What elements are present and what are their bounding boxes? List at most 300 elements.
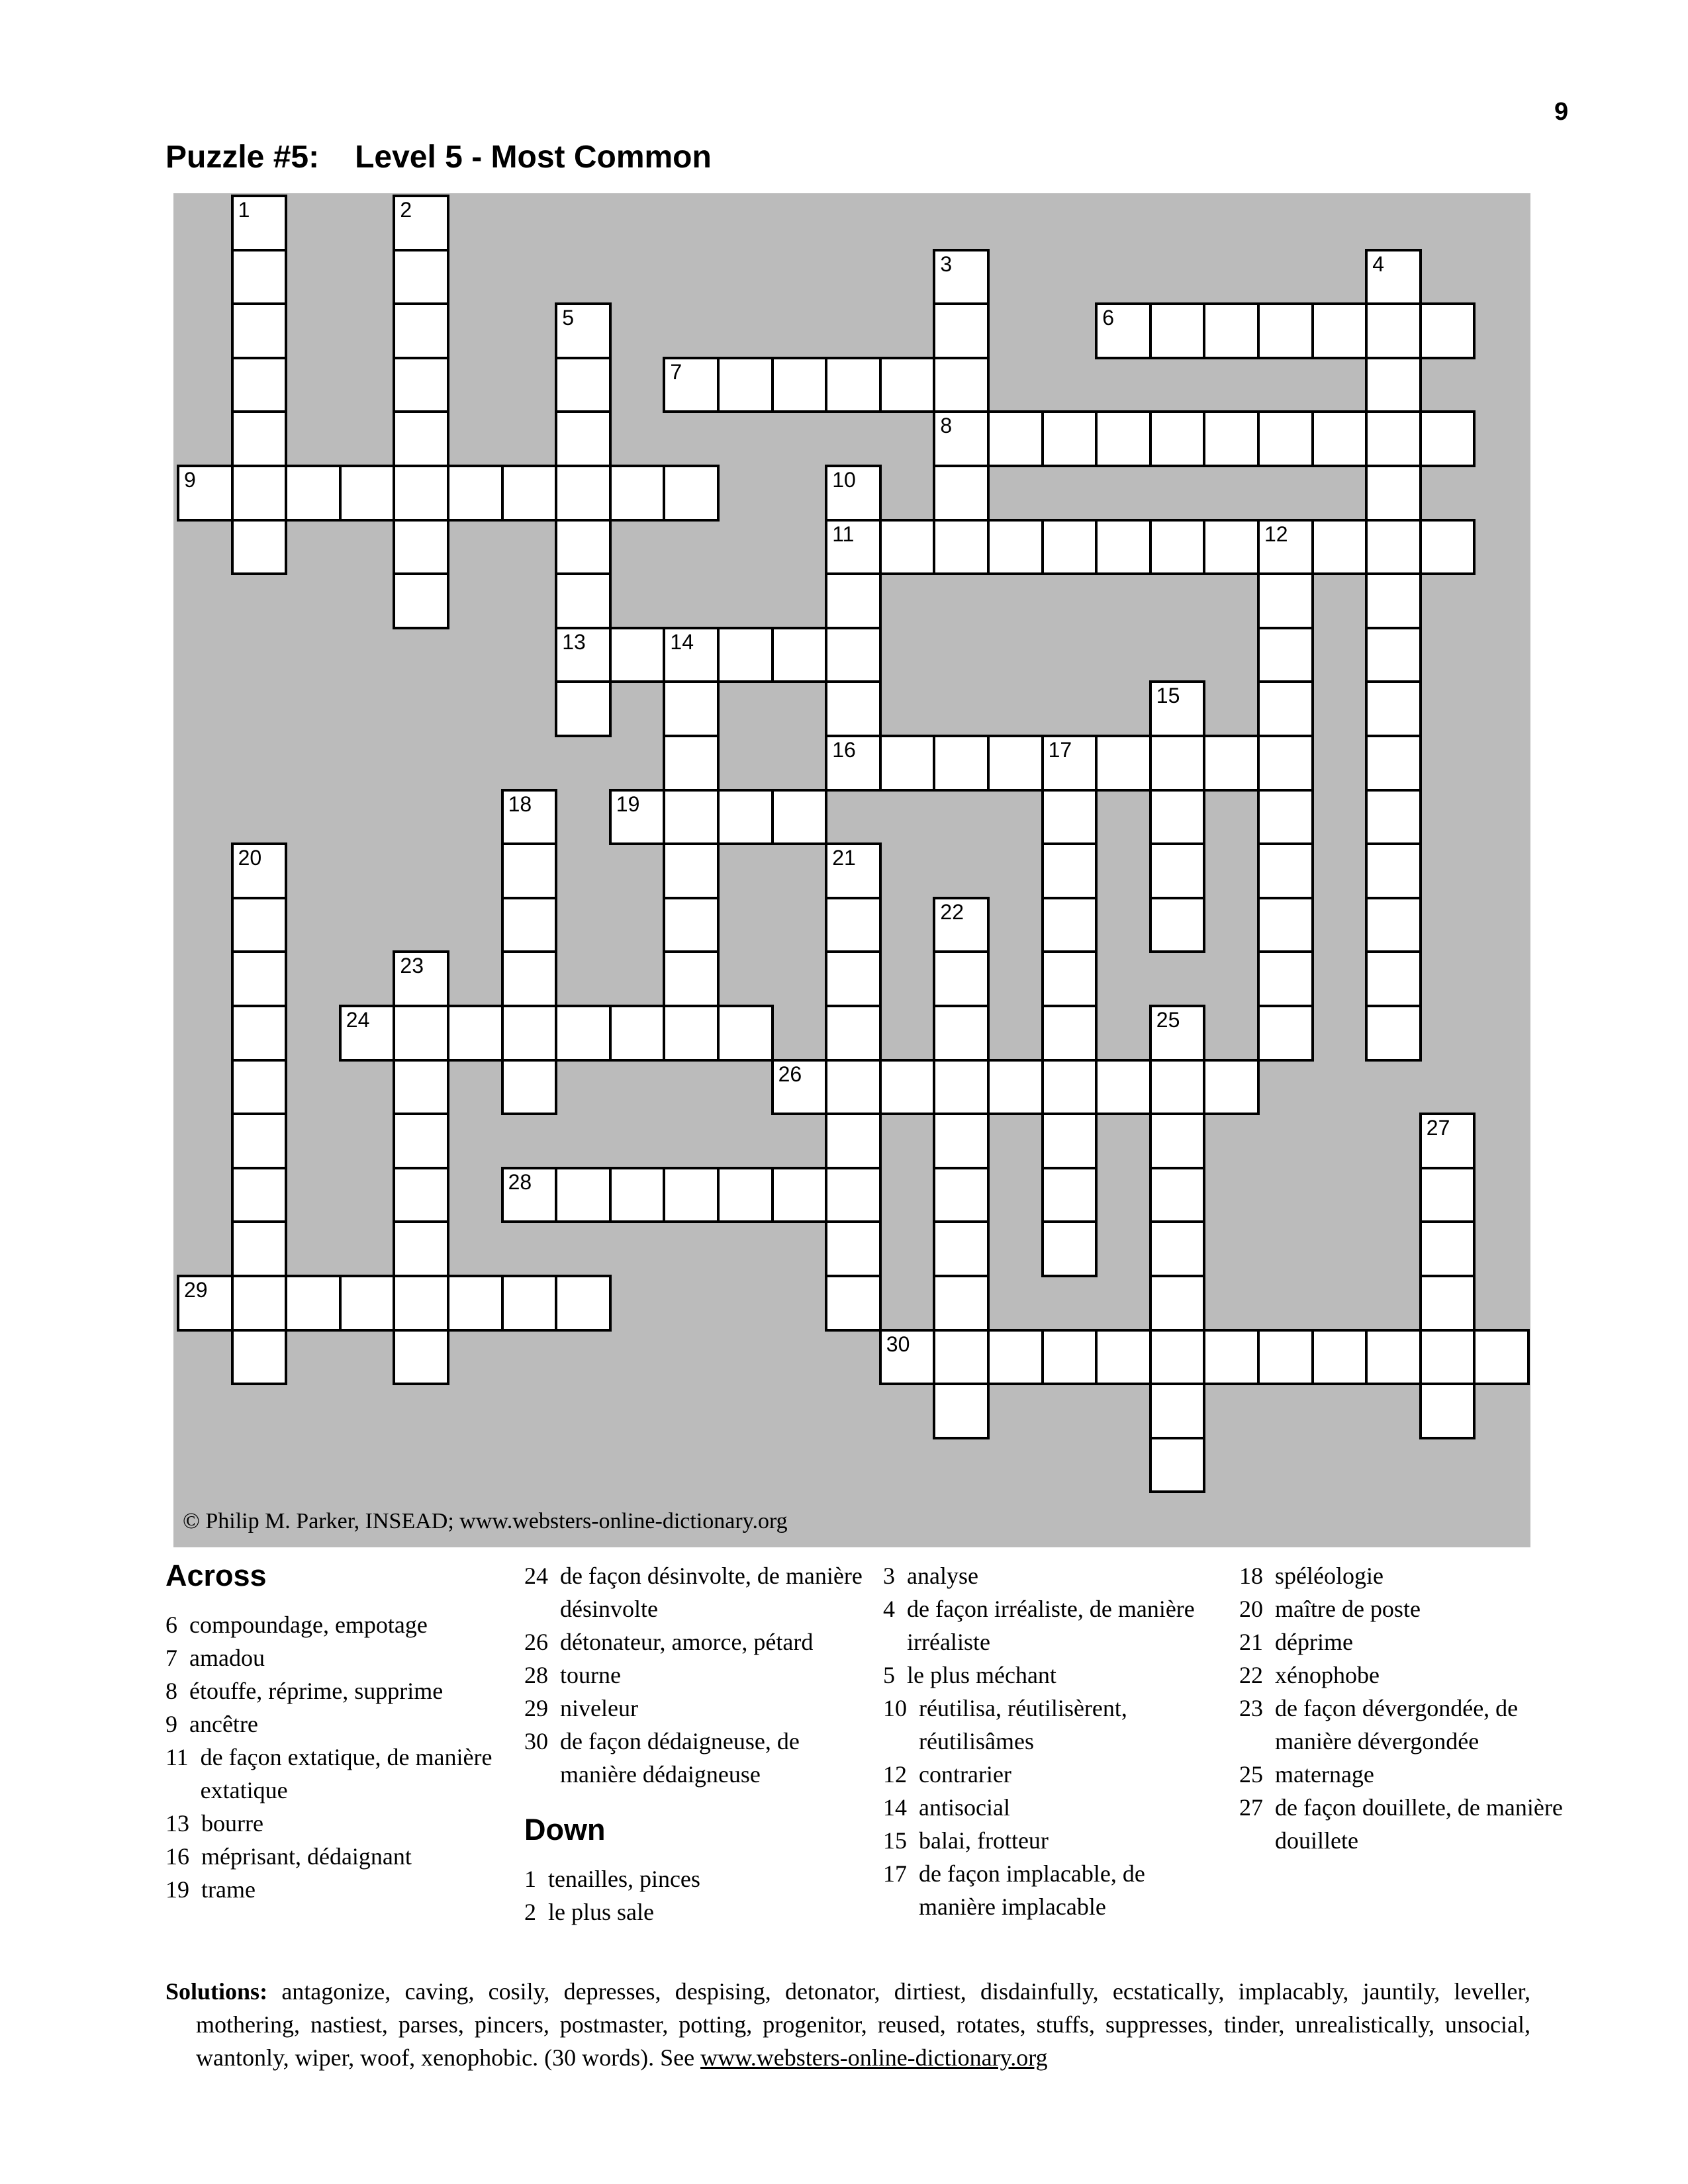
grid-cell <box>1203 519 1260 576</box>
clue-number: 3 <box>883 1563 895 1589</box>
grid-cell <box>393 410 449 467</box>
grid-cell <box>1257 680 1314 737</box>
grid-cell <box>933 357 990 414</box>
grid-cell <box>825 465 882 522</box>
grid-cell <box>1095 1329 1152 1386</box>
grid-cell <box>1203 302 1260 359</box>
grid-cell <box>825 1275 882 1332</box>
clue-item <box>883 1758 1225 1791</box>
grid-cell <box>393 1220 449 1277</box>
clue-item <box>524 1692 866 1725</box>
clue-item <box>883 1857 1225 1923</box>
grid-cell <box>1257 897 1314 954</box>
grid-cell <box>1149 1113 1206 1169</box>
clue-number: 2 <box>524 1898 536 1925</box>
grid-cell <box>231 357 288 414</box>
grid-cell <box>933 465 990 522</box>
cell-number: 24 <box>346 1008 370 1032</box>
grid-cell <box>609 465 666 522</box>
grid-cell <box>717 789 774 846</box>
clue-number: 24 <box>524 1563 548 1589</box>
grid-cell <box>177 465 234 522</box>
grid-cell <box>1095 302 1152 359</box>
clue-text: tenailles, pinces <box>548 1865 700 1892</box>
clue-text: balai, frotteur <box>919 1827 1049 1854</box>
grid-cell <box>555 410 612 467</box>
grid-cell <box>501 1167 558 1224</box>
cell-number: 6 <box>1102 306 1114 330</box>
grid-cell <box>1095 519 1152 576</box>
grid-cell <box>1149 1275 1206 1332</box>
grid-cell <box>339 1275 396 1332</box>
down-clue-list <box>524 1862 866 1929</box>
grid-cell <box>1365 410 1422 467</box>
clue-item <box>165 1641 507 1674</box>
clues-column-across <box>165 1559 507 1906</box>
clue-item <box>883 1824 1225 1857</box>
grid-cell <box>393 572 449 629</box>
grid-cell <box>555 302 612 359</box>
grid-cell <box>1257 519 1314 576</box>
grid-cell <box>555 1167 612 1224</box>
clue-text: analyse <box>907 1563 978 1589</box>
grid-cell <box>1149 897 1206 954</box>
clue-text: étouffe, réprime, supprime <box>189 1677 444 1704</box>
clue-item <box>524 1725 866 1791</box>
cell-number: 1 <box>238 198 250 222</box>
grid-cell <box>663 842 720 899</box>
down-header: Down <box>524 1813 606 1846</box>
cell-number: 22 <box>940 899 964 924</box>
clue-number: 12 <box>883 1761 907 1788</box>
grid-cell <box>933 1059 990 1116</box>
grid-cell <box>1257 627 1314 684</box>
grid-cell <box>1041 950 1098 1007</box>
grid-cell <box>231 410 288 467</box>
grid-cell <box>987 410 1044 467</box>
grid-cell <box>717 1005 774 1062</box>
grid-cell <box>609 1167 666 1224</box>
cell-number: 26 <box>778 1062 802 1086</box>
clue-item <box>165 1707 507 1741</box>
cell-number: 29 <box>184 1278 208 1302</box>
grid-cell <box>1257 1005 1314 1062</box>
clue-number: 7 <box>165 1644 177 1671</box>
grid-cell <box>231 1005 288 1062</box>
clue-text: maternage <box>1275 1761 1374 1788</box>
grid-cell <box>1365 572 1422 629</box>
grid-cell <box>1419 410 1476 467</box>
grid-cell <box>1149 410 1206 467</box>
grid-cell <box>663 1167 720 1224</box>
grid-cell <box>717 627 774 684</box>
grid-cell <box>1149 1329 1206 1386</box>
grid-cell <box>771 1059 828 1116</box>
grid-cell <box>1149 1220 1206 1277</box>
grid-cell <box>1149 680 1206 737</box>
grid-cell <box>231 1167 288 1224</box>
grid-cell <box>825 950 882 1007</box>
cell-number: 18 <box>508 792 532 816</box>
grid-cell <box>393 465 449 522</box>
clue-number: 1 <box>524 1865 536 1892</box>
clue-text: de façon implacable, de manière implacable <box>919 1860 1145 1920</box>
clue-number: 29 <box>524 1695 548 1721</box>
grid-cell <box>339 1005 396 1062</box>
clue-item <box>883 1592 1225 1659</box>
grid-cell <box>663 735 720 792</box>
cell-number: 4 <box>1372 251 1384 276</box>
grid-cell <box>1311 1329 1368 1386</box>
clue-number: 18 <box>1239 1563 1263 1589</box>
grid-cell <box>879 735 936 792</box>
cell-number: 7 <box>670 359 682 384</box>
clue-item <box>165 1674 507 1707</box>
grid-cell <box>231 1275 288 1332</box>
clue-number: 21 <box>1239 1629 1263 1655</box>
clue-text: de façon désinvolte, de manière désinvolte <box>560 1563 863 1622</box>
grid-cell <box>501 950 558 1007</box>
clue-item <box>524 1862 866 1895</box>
grid-cell <box>1257 842 1314 899</box>
grid-cell <box>879 1059 936 1116</box>
grid-cell <box>447 1275 504 1332</box>
cell-number: 30 <box>886 1332 910 1356</box>
clue-item <box>883 1692 1225 1758</box>
grid-cell <box>987 1329 1044 1386</box>
clue-number: 17 <box>883 1860 907 1887</box>
grid-cell <box>1041 735 1098 792</box>
solutions-link[interactable]: www.websters-online-dictionary.org <box>700 2044 1048 2071</box>
grid-cell <box>1257 950 1314 1007</box>
grid-cell <box>1041 1005 1098 1062</box>
grid-cell <box>609 627 666 684</box>
page-number: 9 <box>1554 98 1569 126</box>
down-clue-list-continued <box>1239 1559 1581 1857</box>
clue-text: contrarier <box>919 1761 1011 1788</box>
solutions-label: Solutions: <box>165 1978 268 2005</box>
grid-cell <box>1257 302 1314 359</box>
grid-cell <box>825 680 882 737</box>
grid-cell <box>231 1113 288 1169</box>
clue-number: 26 <box>524 1629 548 1655</box>
grid-cell <box>1095 1059 1152 1116</box>
grid-cell <box>879 357 936 414</box>
grid-cell <box>1365 519 1422 576</box>
clues-column-down-2 <box>883 1559 1225 1923</box>
grid-cell <box>933 410 990 467</box>
clue-item <box>165 1608 507 1641</box>
puzzle-level-label: Level 5 - Most Common <box>355 140 712 175</box>
copyright-line: © Philip M. Parker, INSEAD; www.websters-online-dictionary.org <box>183 1509 788 1533</box>
clue-text: le plus méchant <box>907 1662 1056 1688</box>
cell-number: 12 <box>1264 522 1288 546</box>
clue-item <box>883 1559 1225 1592</box>
grid-cell <box>933 1220 990 1277</box>
grid-cell <box>1311 519 1368 576</box>
page-title <box>165 139 712 175</box>
grid-cell <box>933 1167 990 1224</box>
grid-cell <box>771 1167 828 1224</box>
clue-number: 25 <box>1239 1761 1263 1788</box>
grid-cell <box>555 1275 612 1332</box>
grid-cell <box>231 249 288 306</box>
grid-cell <box>933 249 990 306</box>
down-clue-list-continued <box>883 1559 1225 1923</box>
grid-cell <box>231 195 288 251</box>
clue-number: 20 <box>1239 1596 1263 1622</box>
grid-cell <box>987 1059 1044 1116</box>
clue-number: 28 <box>524 1662 548 1688</box>
grid-cell <box>1365 627 1422 684</box>
grid-cell <box>1149 1167 1206 1224</box>
grid-cell <box>663 950 720 1007</box>
grid-cell <box>663 680 720 737</box>
clue-text: tourne <box>560 1662 621 1688</box>
grid-cell <box>231 1059 288 1116</box>
grid-cell <box>1365 950 1422 1007</box>
grid-cell <box>933 519 990 576</box>
cell-number: 11 <box>832 522 855 546</box>
grid-cell <box>1365 735 1422 792</box>
clue-text: compoundage, empotage <box>189 1611 428 1638</box>
cell-number: 16 <box>832 738 856 762</box>
grid-cell <box>1203 1059 1260 1116</box>
clue-text: amadou <box>189 1644 265 1671</box>
puzzle-number-label: Puzzle #5: <box>165 140 320 175</box>
cell-number: 3 <box>940 251 953 276</box>
grid-cell <box>177 1275 234 1332</box>
solutions-paragraph <box>165 1975 1530 2074</box>
clue-item <box>524 1895 866 1929</box>
cell-number: 2 <box>400 198 412 222</box>
clue-item <box>165 1873 507 1906</box>
grid-cell <box>231 1329 288 1386</box>
grid-cell <box>393 1005 449 1062</box>
grid-cell <box>663 357 720 414</box>
grid-cell <box>825 519 882 576</box>
clue-text: de façon extatique, de manière extatique <box>200 1743 492 1803</box>
grid-cell <box>1203 1329 1260 1386</box>
grid-cell <box>825 735 882 792</box>
grid-cell <box>1257 410 1314 467</box>
clue-text: déprime <box>1275 1629 1353 1655</box>
grid-cell <box>825 572 882 629</box>
grid-cell <box>771 357 828 414</box>
grid-cell <box>393 249 449 306</box>
grid-cell <box>1365 249 1422 306</box>
clue-number: 14 <box>883 1794 907 1821</box>
clue-number: 15 <box>883 1827 907 1854</box>
cell-number: 10 <box>832 468 856 492</box>
grid-cell <box>1149 302 1206 359</box>
grid-cell <box>1149 519 1206 576</box>
clue-number: 8 <box>165 1677 177 1704</box>
grid-cell <box>1149 1437 1206 1494</box>
crossword-grid <box>173 193 1530 1547</box>
solutions-words: antagonize, caving, cosily, depresses, despising, detonator, dirtiest, disdainfully, ecstatically, implacably, jauntily, leveller, mothering, nastiest, parses, pincers, postmaster, potting, progenitor, reused, rotates, stuffs, suppresses, tinder, unrealistically, unsocial, wantonly, wiper, woof, xenophobic. (30 words). See <box>196 1978 1530 2071</box>
cell-number: 28 <box>508 1169 532 1194</box>
grid-cell <box>393 519 449 576</box>
grid-cell <box>825 1167 882 1224</box>
grid-cell <box>1257 572 1314 629</box>
clue-item <box>1239 1559 1581 1592</box>
grid-cell <box>1041 1167 1098 1224</box>
grid-cell <box>825 357 882 414</box>
across-clue-list-continued <box>524 1559 866 1791</box>
cell-number: 27 <box>1426 1116 1450 1140</box>
grid-cell <box>1257 789 1314 846</box>
grid-cell <box>393 1059 449 1116</box>
grid-cell <box>1149 1383 1206 1439</box>
grid-cell <box>555 627 612 684</box>
clue-item <box>165 1807 507 1840</box>
grid-cell <box>1149 735 1206 792</box>
grid-cell <box>1041 519 1098 576</box>
grid-cell <box>825 627 882 684</box>
clue-text: de façon douillete, de manière douillete <box>1275 1794 1563 1854</box>
cell-number: 8 <box>940 414 953 438</box>
grid-cell <box>231 950 288 1007</box>
grid-cell <box>933 302 990 359</box>
grid-cell <box>1095 735 1152 792</box>
clue-text: méprisant, dédaignant <box>201 1843 412 1870</box>
grid-cell <box>555 357 612 414</box>
grid-cell <box>1365 897 1422 954</box>
grid-cell <box>1041 1113 1098 1169</box>
clue-number: 23 <box>1239 1695 1263 1721</box>
grid-cell <box>1311 302 1368 359</box>
clue-text: trame <box>201 1876 256 1903</box>
cell-number: 17 <box>1048 738 1072 762</box>
clue-number: 16 <box>165 1843 189 1870</box>
grid-cell <box>1203 735 1260 792</box>
grid-cell <box>1149 1059 1206 1116</box>
clue-item <box>165 1840 507 1873</box>
cell-number: 5 <box>562 306 574 330</box>
grid-cell <box>1365 1329 1422 1386</box>
grid-cell <box>825 1113 882 1169</box>
grid-cell <box>933 1329 990 1386</box>
grid-cell <box>285 1275 342 1332</box>
grid-cell <box>1419 1329 1476 1386</box>
clue-number: 9 <box>165 1710 177 1737</box>
clue-number: 10 <box>883 1695 907 1721</box>
clue-text: réutilisa, réutilisèrent, réutilisâmes <box>919 1695 1127 1754</box>
grid-cell <box>1365 357 1422 414</box>
grid-cell <box>1041 789 1098 846</box>
grid-cell <box>447 1005 504 1062</box>
clue-item <box>165 1741 507 1807</box>
across-clue-list <box>165 1608 507 1906</box>
clue-number: 11 <box>165 1743 189 1770</box>
grid-cell <box>393 195 449 251</box>
grid-cell <box>933 1005 990 1062</box>
clue-item <box>1239 1692 1581 1758</box>
clue-text: xénophobe <box>1275 1662 1380 1688</box>
grid-cell <box>1419 1167 1476 1224</box>
grid-cell <box>501 1005 558 1062</box>
grid-cell <box>231 519 288 576</box>
grid-cell <box>555 680 612 737</box>
grid-cell <box>1149 842 1206 899</box>
grid-cell <box>1365 842 1422 899</box>
grid-cell <box>933 1275 990 1332</box>
clue-item <box>524 1625 866 1659</box>
clue-item <box>1239 1791 1581 1857</box>
cell-number: 9 <box>184 468 196 492</box>
grid-cell <box>825 897 882 954</box>
grid-cell <box>717 357 774 414</box>
clue-text: le plus sale <box>548 1898 654 1925</box>
clue-number: 30 <box>524 1728 548 1754</box>
grid-cell <box>1041 842 1098 899</box>
clue-item <box>1239 1758 1581 1791</box>
grid-cell <box>501 842 558 899</box>
clue-text: niveleur <box>560 1695 638 1721</box>
grid-cell <box>1041 1329 1098 1386</box>
cell-number: 20 <box>238 846 262 870</box>
cell-number: 15 <box>1156 684 1180 708</box>
cell-number: 25 <box>1156 1008 1180 1032</box>
grid-cell <box>825 1059 882 1116</box>
grid-cell <box>879 1329 936 1386</box>
grid-cell <box>231 302 288 359</box>
grid-cell <box>285 465 342 522</box>
clue-text: spéléologie <box>1275 1563 1383 1589</box>
grid-cell <box>1419 1113 1476 1169</box>
grid-cell <box>231 842 288 899</box>
clue-item <box>883 1791 1225 1824</box>
clue-item <box>1239 1625 1581 1659</box>
grid-cell <box>501 465 558 522</box>
grid-cell <box>879 519 936 576</box>
clue-item <box>1239 1592 1581 1625</box>
grid-cell <box>663 627 720 684</box>
clue-number: 13 <box>165 1809 189 1837</box>
clue-text: de façon irréaliste, de manière irréaliste <box>907 1596 1195 1655</box>
grid-cell <box>771 627 828 684</box>
clue-text: détonateur, amorce, pétard <box>560 1629 814 1655</box>
grid-cell <box>555 519 612 576</box>
grid-cell <box>717 1167 774 1224</box>
grid-cell <box>1095 410 1152 467</box>
grid-cell <box>1257 735 1314 792</box>
grid-cell <box>933 735 990 792</box>
grid-cell <box>393 1113 449 1169</box>
grid-cell <box>987 519 1044 576</box>
clue-number: 22 <box>1239 1662 1263 1688</box>
grid-cell <box>555 465 612 522</box>
grid-cell <box>1365 465 1422 522</box>
grid-cell <box>501 789 558 846</box>
grid-cell <box>1419 302 1476 359</box>
grid-cell <box>1419 1220 1476 1277</box>
grid-cell <box>1257 1329 1314 1386</box>
grid-cell <box>1041 1059 1098 1116</box>
grid-cell <box>1041 410 1098 467</box>
grid-cell <box>393 1329 449 1386</box>
grid-cell <box>987 735 1044 792</box>
grid-cell <box>447 465 504 522</box>
clue-item <box>524 1559 866 1625</box>
grid-cell <box>393 1275 449 1332</box>
grid-cell <box>501 1275 558 1332</box>
clue-number: 27 <box>1239 1794 1263 1821</box>
grid-cell <box>501 897 558 954</box>
grid-cell <box>1149 789 1206 846</box>
grid-cell <box>663 465 720 522</box>
